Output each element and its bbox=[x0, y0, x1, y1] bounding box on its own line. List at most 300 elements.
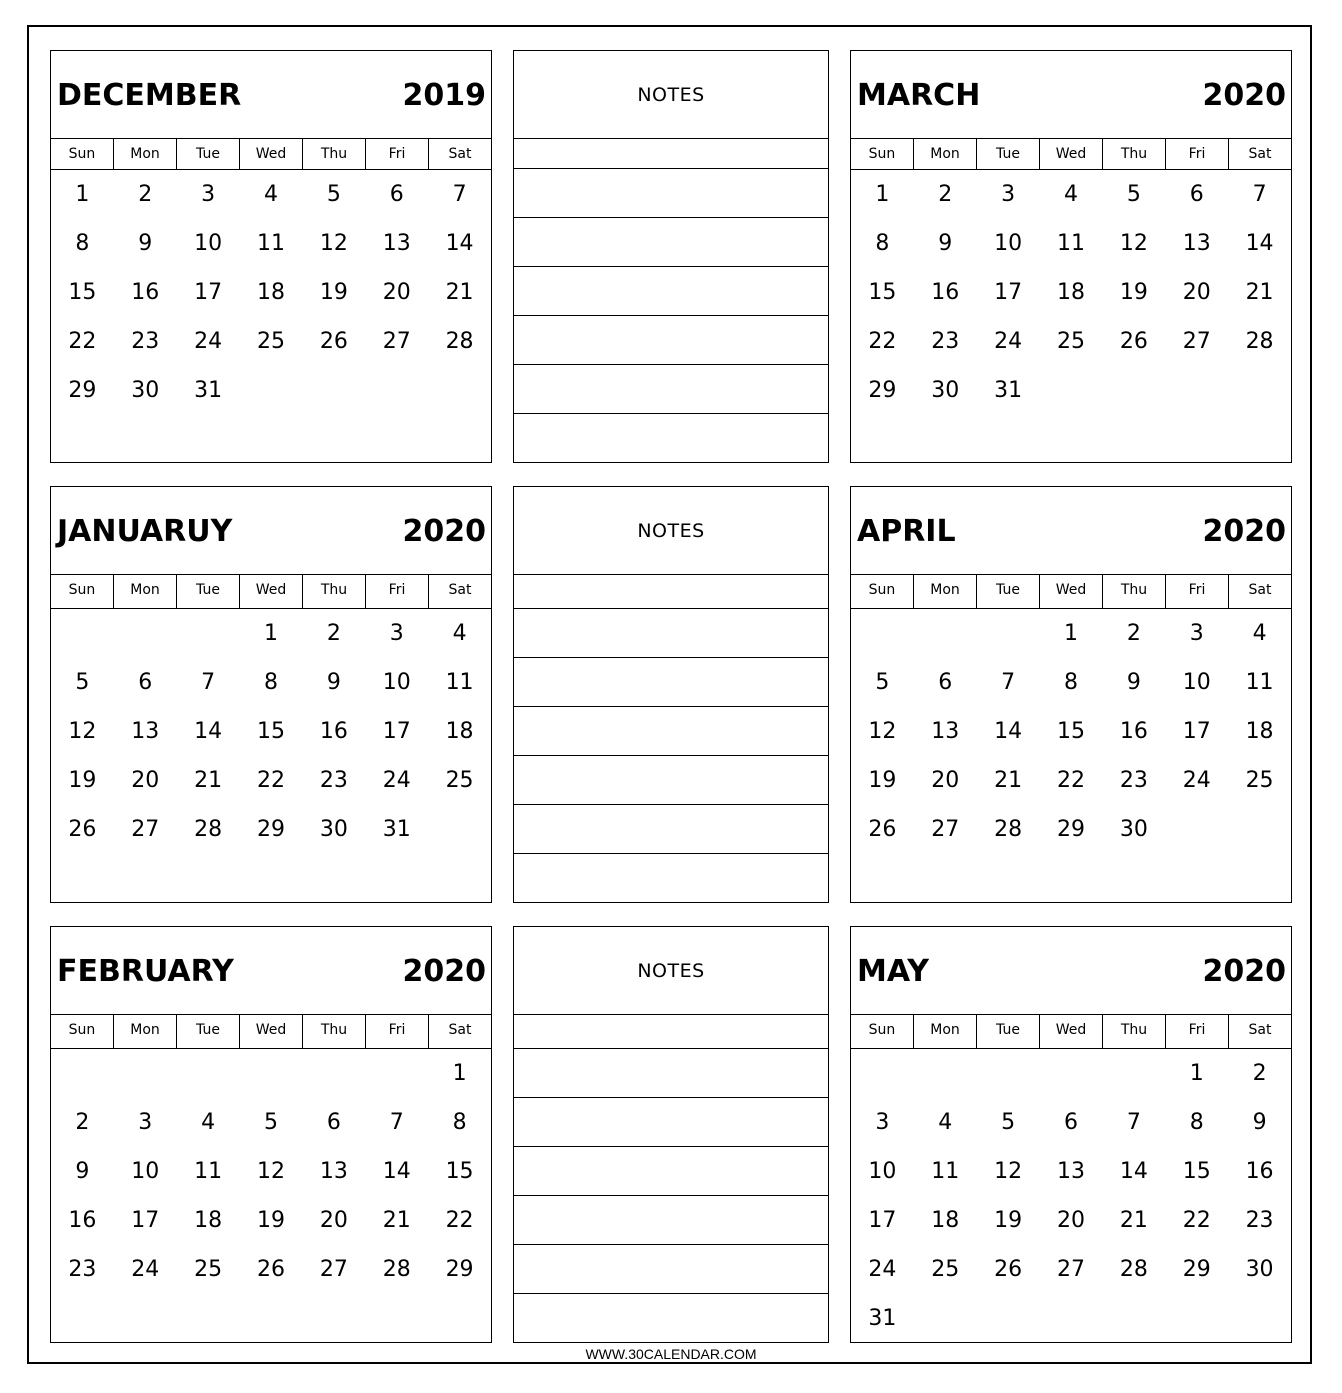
weekday-label: Thu bbox=[303, 139, 366, 169]
day-cell[interactable]: 5 bbox=[263, 1110, 278, 1135]
weekday-label: Sun bbox=[51, 1015, 114, 1048]
day-cell[interactable]: 8 bbox=[75, 231, 90, 256]
day-cell[interactable]: 7 bbox=[389, 1110, 404, 1135]
day-cell[interactable]: 30 bbox=[1245, 1257, 1274, 1282]
day-cell[interactable]: 25 bbox=[256, 329, 285, 354]
day-cell[interactable]: 28 bbox=[1119, 1257, 1148, 1282]
day-cell[interactable]: 1 bbox=[452, 1061, 467, 1086]
weekday-label: Mon bbox=[914, 139, 977, 169]
notes-title: NOTES bbox=[514, 487, 828, 575]
day-cell[interactable]: 10 bbox=[382, 670, 411, 695]
day-cell[interactable]: 24 bbox=[1182, 768, 1211, 793]
day-cell[interactable]: 24 bbox=[131, 1257, 160, 1282]
weekday-label: Sat bbox=[1248, 582, 1272, 598]
day-cell[interactable]: 30 bbox=[1119, 817, 1148, 842]
day-cell[interactable]: 5 bbox=[875, 670, 890, 695]
day-cell[interactable]: 1 bbox=[75, 182, 90, 207]
weekday-label: Tue bbox=[177, 1015, 240, 1048]
day-cell[interactable]: 13 bbox=[319, 1159, 348, 1184]
day-cell[interactable]: 19 bbox=[256, 1208, 285, 1233]
day-cell[interactable]: 29 bbox=[1182, 1257, 1211, 1282]
day-cell[interactable]: 22 bbox=[868, 329, 897, 354]
month-name: MAY bbox=[857, 954, 929, 989]
day-cell[interactable]: 6 bbox=[389, 182, 404, 207]
day-cell[interactable]: 12 bbox=[994, 1159, 1023, 1184]
weekday-header-row bbox=[851, 575, 1291, 609]
day-cell[interactable]: 19 bbox=[868, 768, 897, 793]
day-cell[interactable]: 3 bbox=[875, 1110, 890, 1135]
day-cell[interactable]: 29 bbox=[68, 378, 97, 403]
day-cell[interactable]: 12 bbox=[256, 1159, 285, 1184]
month-year: 2020 bbox=[402, 514, 486, 549]
day-cell[interactable]: 27 bbox=[131, 817, 160, 842]
day-cell[interactable]: 16 bbox=[931, 280, 960, 305]
empty-day-cell bbox=[1102, 1049, 1165, 1098]
weekday-label: Mon bbox=[114, 1015, 177, 1048]
day-cell[interactable]: 2 bbox=[1252, 1061, 1267, 1086]
day-cell[interactable]: 3 bbox=[1001, 182, 1016, 207]
notes-rule-line bbox=[514, 1293, 828, 1294]
month-april-2020 bbox=[850, 486, 1292, 903]
month-year: 2020 bbox=[1202, 78, 1286, 113]
day-cell[interactable]: 9 bbox=[75, 1159, 90, 1184]
day-cell[interactable]: 16 bbox=[319, 719, 348, 744]
month-year: 2020 bbox=[1202, 514, 1286, 549]
day-cell[interactable]: 22 bbox=[1182, 1208, 1211, 1233]
month-header bbox=[851, 51, 1291, 139]
empty-day-cell bbox=[914, 1049, 977, 1098]
day-cell[interactable]: 14 bbox=[445, 231, 474, 256]
month-december-2019 bbox=[50, 50, 492, 463]
day-cell[interactable]: 20 bbox=[1182, 280, 1211, 305]
notes-rule-line bbox=[514, 1146, 828, 1147]
day-cell[interactable]: 11 bbox=[1245, 670, 1274, 695]
day-cell[interactable]: 10 bbox=[131, 1159, 160, 1184]
day-cell[interactable]: 21 bbox=[382, 1208, 411, 1233]
weekday-label: Sat bbox=[448, 146, 472, 162]
day-cell[interactable]: 5 bbox=[326, 182, 341, 207]
day-cell[interactable]: 21 bbox=[445, 280, 474, 305]
day-cell[interactable]: 11 bbox=[1056, 231, 1085, 256]
notes-title: NOTES bbox=[514, 51, 828, 139]
notes-rule-line bbox=[514, 217, 828, 218]
notes-rule-line bbox=[514, 266, 828, 267]
day-cell[interactable]: 2 bbox=[326, 621, 341, 646]
day-cell[interactable]: 8 bbox=[1063, 670, 1078, 695]
empty-day-cell bbox=[977, 609, 1040, 658]
day-cell[interactable]: 1 bbox=[263, 621, 278, 646]
day-cell[interactable]: 20 bbox=[319, 1208, 348, 1233]
day-cell[interactable]: 12 bbox=[1119, 231, 1148, 256]
day-cell[interactable]: 31 bbox=[194, 378, 223, 403]
day-cell[interactable]: 21 bbox=[1119, 1208, 1148, 1233]
day-cell[interactable]: 2 bbox=[938, 182, 953, 207]
day-cell[interactable]: 23 bbox=[1119, 768, 1148, 793]
weekday-label: Tue bbox=[177, 575, 240, 608]
day-cell[interactable]: 9 bbox=[1126, 670, 1141, 695]
notes-rule-line bbox=[514, 413, 828, 414]
day-cell[interactable]: 25 bbox=[931, 1257, 960, 1282]
notes-panel-1 bbox=[513, 50, 829, 463]
weekday-label: Wed bbox=[240, 1015, 303, 1048]
day-cell[interactable]: 10 bbox=[868, 1159, 897, 1184]
weekday-header-row bbox=[51, 575, 491, 609]
day-cell[interactable]: 24 bbox=[868, 1257, 897, 1282]
day-cell[interactable]: 18 bbox=[445, 719, 474, 744]
day-cell[interactable]: 26 bbox=[256, 1257, 285, 1282]
empty-day-cell bbox=[851, 1049, 914, 1098]
notes-title: NOTES bbox=[514, 927, 828, 1015]
empty-day-cell bbox=[177, 609, 240, 658]
month-year: 2019 bbox=[402, 78, 486, 113]
weekday-label: Sat bbox=[448, 1022, 472, 1038]
day-cell[interactable]: 5 bbox=[75, 670, 90, 695]
day-cell[interactable]: 7 bbox=[452, 182, 467, 207]
weekday-label: Fri bbox=[1166, 575, 1229, 608]
notes-rule-line bbox=[514, 706, 828, 707]
day-cell[interactable]: 16 bbox=[68, 1208, 97, 1233]
month-name: JANUARUY bbox=[57, 514, 233, 549]
day-cell[interactable]: 9 bbox=[326, 670, 341, 695]
day-cell[interactable]: 4 bbox=[1063, 182, 1078, 207]
weekday-header-row bbox=[51, 139, 491, 170]
day-cell[interactable]: 23 bbox=[1245, 1208, 1274, 1233]
day-cell[interactable]: 23 bbox=[68, 1257, 97, 1282]
day-cell[interactable]: 16 bbox=[1245, 1159, 1274, 1184]
empty-day-cell bbox=[302, 1049, 365, 1098]
month-header bbox=[851, 487, 1291, 575]
empty-day-cell bbox=[177, 1049, 240, 1098]
month-may-2020 bbox=[850, 926, 1292, 1343]
day-cell[interactable]: 14 bbox=[382, 1159, 411, 1184]
day-cell[interactable]: 19 bbox=[1119, 280, 1148, 305]
day-cell[interactable]: 10 bbox=[994, 231, 1023, 256]
day-grid bbox=[851, 170, 1291, 415]
day-cell[interactable]: 28 bbox=[994, 817, 1023, 842]
day-grid bbox=[851, 1049, 1291, 1343]
day-cell[interactable]: 30 bbox=[319, 817, 348, 842]
day-cell[interactable]: 15 bbox=[256, 719, 285, 744]
weekday-label: Tue bbox=[977, 1015, 1040, 1048]
day-cell[interactable]: 26 bbox=[994, 1257, 1023, 1282]
day-cell[interactable]: 31 bbox=[382, 817, 411, 842]
weekday-label: Wed bbox=[1040, 1015, 1103, 1048]
day-cell[interactable]: 4 bbox=[263, 182, 278, 207]
day-cell[interactable]: 4 bbox=[201, 1110, 216, 1135]
weekday-label: Thu bbox=[303, 1015, 366, 1048]
day-cell[interactable]: 26 bbox=[1119, 329, 1148, 354]
day-cell[interactable]: 18 bbox=[931, 1208, 960, 1233]
day-cell[interactable]: 29 bbox=[868, 378, 897, 403]
empty-day-cell bbox=[365, 1049, 428, 1098]
day-cell[interactable]: 6 bbox=[938, 670, 953, 695]
month-header bbox=[851, 927, 1291, 1015]
day-cell[interactable]: 3 bbox=[138, 1110, 153, 1135]
notes-rule-line bbox=[514, 364, 828, 365]
day-cell[interactable]: 3 bbox=[1189, 621, 1204, 646]
day-cell[interactable]: 2 bbox=[75, 1110, 90, 1135]
weekday-label: Thu bbox=[1103, 139, 1166, 169]
day-cell[interactable]: 28 bbox=[382, 1257, 411, 1282]
month-name: DECEMBER bbox=[57, 78, 242, 113]
day-cell[interactable]: 13 bbox=[931, 719, 960, 744]
weekday-header-row bbox=[51, 1015, 491, 1049]
day-cell[interactable]: 2 bbox=[1126, 621, 1141, 646]
day-cell[interactable]: 23 bbox=[319, 768, 348, 793]
day-cell[interactable]: 4 bbox=[452, 621, 467, 646]
day-cell[interactable]: 17 bbox=[382, 719, 411, 744]
day-cell[interactable]: 7 bbox=[1126, 1110, 1141, 1135]
day-cell[interactable]: 24 bbox=[382, 768, 411, 793]
day-cell[interactable]: 18 bbox=[256, 280, 285, 305]
day-cell[interactable]: 11 bbox=[194, 1159, 223, 1184]
day-cell[interactable]: 11 bbox=[256, 231, 285, 256]
empty-day-cell bbox=[114, 609, 177, 658]
weekday-label: Fri bbox=[366, 139, 429, 169]
day-cell[interactable]: 18 bbox=[194, 1208, 223, 1233]
notes-rule-line bbox=[514, 657, 828, 658]
month-name: FEBRUARY bbox=[57, 954, 234, 989]
day-cell[interactable]: 7 bbox=[201, 670, 216, 695]
day-cell[interactable]: 9 bbox=[938, 231, 953, 256]
day-cell[interactable]: 25 bbox=[445, 768, 474, 793]
day-cell[interactable]: 16 bbox=[1119, 719, 1148, 744]
day-cell[interactable]: 1 bbox=[1189, 1061, 1204, 1086]
day-cell[interactable]: 21 bbox=[194, 768, 223, 793]
day-cell[interactable]: 25 bbox=[1245, 768, 1274, 793]
day-cell[interactable]: 22 bbox=[68, 329, 97, 354]
day-cell[interactable]: 18 bbox=[1245, 719, 1274, 744]
notes-rule-line bbox=[514, 853, 828, 854]
day-cell[interactable]: 17 bbox=[994, 280, 1023, 305]
day-cell[interactable]: 15 bbox=[68, 280, 97, 305]
month-february-2020 bbox=[50, 926, 492, 1343]
day-cell[interactable]: 30 bbox=[931, 378, 960, 403]
month-header bbox=[51, 51, 491, 139]
notes-rule-line bbox=[514, 1097, 828, 1098]
weekday-label: Sun bbox=[851, 575, 914, 608]
weekday-label: Sat bbox=[1248, 1022, 1272, 1038]
empty-day-cell bbox=[240, 1049, 303, 1098]
day-cell[interactable]: 6 bbox=[1063, 1110, 1078, 1135]
day-cell[interactable]: 1 bbox=[875, 182, 890, 207]
day-cell[interactable]: 20 bbox=[131, 768, 160, 793]
day-cell[interactable]: 27 bbox=[1056, 1257, 1085, 1282]
day-cell[interactable]: 29 bbox=[1056, 817, 1085, 842]
weekday-label: Mon bbox=[914, 1015, 977, 1048]
footer-url[interactable]: WWW.30CALENDAR.COM bbox=[585, 1346, 757, 1362]
day-cell[interactable]: 13 bbox=[1056, 1159, 1085, 1184]
day-cell[interactable]: 20 bbox=[931, 768, 960, 793]
month-year: 2020 bbox=[1202, 954, 1286, 989]
notes-rule-line bbox=[514, 804, 828, 805]
day-cell[interactable]: 24 bbox=[994, 329, 1023, 354]
notes-rule-line bbox=[514, 168, 828, 169]
day-cell[interactable]: 16 bbox=[131, 280, 160, 305]
day-cell[interactable]: 12 bbox=[68, 719, 97, 744]
month-name: APRIL bbox=[857, 514, 956, 549]
day-cell[interactable]: 12 bbox=[868, 719, 897, 744]
weekday-label: Sun bbox=[851, 1015, 914, 1048]
weekday-label: Tue bbox=[977, 575, 1040, 608]
day-cell[interactable]: 14 bbox=[194, 719, 223, 744]
weekday-label: Wed bbox=[1040, 575, 1103, 608]
day-cell[interactable]: 29 bbox=[445, 1257, 474, 1282]
day-cell[interactable]: 9 bbox=[1252, 1110, 1267, 1135]
day-cell[interactable]: 28 bbox=[445, 329, 474, 354]
empty-day-cell bbox=[914, 609, 977, 658]
day-cell[interactable]: 27 bbox=[1182, 329, 1211, 354]
month-year: 2020 bbox=[402, 954, 486, 989]
weekday-label: Sun bbox=[51, 139, 114, 169]
day-cell[interactable]: 21 bbox=[1245, 280, 1274, 305]
day-grid bbox=[51, 609, 491, 854]
day-cell[interactable]: 13 bbox=[1182, 231, 1211, 256]
day-cell[interactable]: 6 bbox=[138, 670, 153, 695]
weekday-label: Fri bbox=[366, 575, 429, 608]
empty-day-cell bbox=[114, 1049, 177, 1098]
day-cell[interactable]: 4 bbox=[938, 1110, 953, 1135]
weekday-label: Mon bbox=[114, 139, 177, 169]
day-cell[interactable]: 10 bbox=[194, 231, 223, 256]
day-cell[interactable]: 14 bbox=[1119, 1159, 1148, 1184]
weekday-label: Sun bbox=[51, 575, 114, 608]
notes-rule-line bbox=[514, 755, 828, 756]
weekday-label: Tue bbox=[177, 139, 240, 169]
day-cell[interactable]: 11 bbox=[445, 670, 474, 695]
month-name: MARCH bbox=[857, 78, 981, 113]
day-cell[interactable]: 3 bbox=[201, 182, 216, 207]
day-cell[interactable]: 15 bbox=[445, 1159, 474, 1184]
empty-day-cell bbox=[977, 1049, 1040, 1098]
day-cell[interactable]: 1 bbox=[1063, 621, 1078, 646]
weekday-label: Mon bbox=[114, 575, 177, 608]
day-cell[interactable]: 5 bbox=[1001, 1110, 1016, 1135]
day-cell[interactable]: 31 bbox=[868, 1306, 897, 1331]
month-header bbox=[51, 487, 491, 575]
day-cell[interactable]: 27 bbox=[931, 817, 960, 842]
day-grid bbox=[851, 609, 1291, 854]
weekday-label: Tue bbox=[977, 139, 1040, 169]
day-cell[interactable]: 29 bbox=[256, 817, 285, 842]
day-cell[interactable]: 8 bbox=[263, 670, 278, 695]
day-cell[interactable]: 28 bbox=[194, 817, 223, 842]
day-cell[interactable]: 17 bbox=[194, 280, 223, 305]
empty-day-cell bbox=[851, 609, 914, 658]
weekday-label: Wed bbox=[1040, 139, 1103, 169]
month-header bbox=[51, 927, 491, 1015]
day-cell[interactable]: 17 bbox=[131, 1208, 160, 1233]
day-cell[interactable]: 19 bbox=[994, 1208, 1023, 1233]
day-cell[interactable]: 14 bbox=[994, 719, 1023, 744]
day-cell[interactable]: 25 bbox=[194, 1257, 223, 1282]
day-cell[interactable]: 15 bbox=[868, 280, 897, 305]
day-cell[interactable]: 27 bbox=[319, 1257, 348, 1282]
day-cell[interactable]: 13 bbox=[131, 719, 160, 744]
weekday-label: Wed bbox=[240, 575, 303, 608]
weekday-label: Fri bbox=[1166, 1015, 1229, 1048]
day-cell[interactable]: 5 bbox=[1126, 182, 1141, 207]
empty-day-cell bbox=[51, 1049, 114, 1098]
day-cell[interactable]: 31 bbox=[994, 378, 1023, 403]
day-cell[interactable]: 18 bbox=[1056, 280, 1085, 305]
day-cell[interactable]: 12 bbox=[319, 231, 348, 256]
day-cell[interactable]: 11 bbox=[931, 1159, 960, 1184]
day-cell[interactable]: 23 bbox=[131, 329, 160, 354]
day-cell[interactable]: 8 bbox=[1189, 1110, 1204, 1135]
day-cell[interactable]: 23 bbox=[931, 329, 960, 354]
day-cell[interactable]: 22 bbox=[256, 768, 285, 793]
day-cell[interactable]: 6 bbox=[326, 1110, 341, 1135]
day-cell[interactable]: 21 bbox=[994, 768, 1023, 793]
day-cell[interactable]: 19 bbox=[68, 768, 97, 793]
day-cell[interactable]: 20 bbox=[382, 280, 411, 305]
notes-panel-3 bbox=[513, 926, 829, 1343]
day-cell[interactable]: 14 bbox=[1245, 231, 1274, 256]
notes-rule-line bbox=[514, 315, 828, 316]
weekday-label: Thu bbox=[1103, 1015, 1166, 1048]
day-cell[interactable]: 20 bbox=[1056, 1208, 1085, 1233]
weekday-label: Mon bbox=[914, 575, 977, 608]
day-cell[interactable]: 25 bbox=[1056, 329, 1085, 354]
day-cell[interactable]: 24 bbox=[194, 329, 223, 354]
day-cell[interactable]: 19 bbox=[319, 280, 348, 305]
day-cell[interactable]: 17 bbox=[868, 1208, 897, 1233]
day-cell[interactable]: 4 bbox=[1252, 621, 1267, 646]
day-cell[interactable]: 22 bbox=[445, 1208, 474, 1233]
notes-rule-line bbox=[514, 1195, 828, 1196]
day-cell[interactable]: 26 bbox=[319, 329, 348, 354]
weekday-label: Sun bbox=[851, 139, 914, 169]
day-cell[interactable]: 10 bbox=[1182, 670, 1211, 695]
day-cell[interactable]: 28 bbox=[1245, 329, 1274, 354]
empty-day-cell bbox=[51, 609, 114, 658]
notes-rule-line bbox=[514, 1244, 828, 1245]
day-cell[interactable]: 8 bbox=[452, 1110, 467, 1135]
day-cell[interactable]: 15 bbox=[1182, 1159, 1211, 1184]
day-cell[interactable]: 17 bbox=[1182, 719, 1211, 744]
day-cell[interactable]: 22 bbox=[1056, 768, 1085, 793]
day-cell[interactable]: 6 bbox=[1189, 182, 1204, 207]
day-cell[interactable]: 7 bbox=[1252, 182, 1267, 207]
day-cell[interactable]: 8 bbox=[875, 231, 890, 256]
notes-rule-line bbox=[514, 1048, 828, 1049]
weekday-header-row bbox=[851, 1015, 1291, 1049]
notes-panel-2 bbox=[513, 486, 829, 903]
month-january-2020 bbox=[50, 486, 492, 903]
day-cell[interactable]: 30 bbox=[131, 378, 160, 403]
weekday-label: Sat bbox=[1248, 146, 1272, 162]
day-cell[interactable]: 9 bbox=[138, 231, 153, 256]
day-cell[interactable]: 26 bbox=[868, 817, 897, 842]
day-grid bbox=[51, 1049, 491, 1294]
day-cell[interactable]: 13 bbox=[382, 231, 411, 256]
month-march-2020 bbox=[850, 50, 1292, 463]
day-cell[interactable]: 26 bbox=[68, 817, 97, 842]
day-cell[interactable]: 3 bbox=[389, 621, 404, 646]
weekday-label: Wed bbox=[240, 139, 303, 169]
weekday-label: Fri bbox=[366, 1015, 429, 1048]
day-grid bbox=[51, 170, 491, 415]
day-cell[interactable]: 27 bbox=[382, 329, 411, 354]
weekday-label: Sat bbox=[448, 582, 472, 598]
day-cell[interactable]: 2 bbox=[138, 182, 153, 207]
weekday-label: Thu bbox=[1103, 575, 1166, 608]
day-cell[interactable]: 15 bbox=[1056, 719, 1085, 744]
weekday-label: Fri bbox=[1166, 139, 1229, 169]
day-cell[interactable]: 7 bbox=[1001, 670, 1016, 695]
weekday-header-row bbox=[851, 139, 1291, 170]
